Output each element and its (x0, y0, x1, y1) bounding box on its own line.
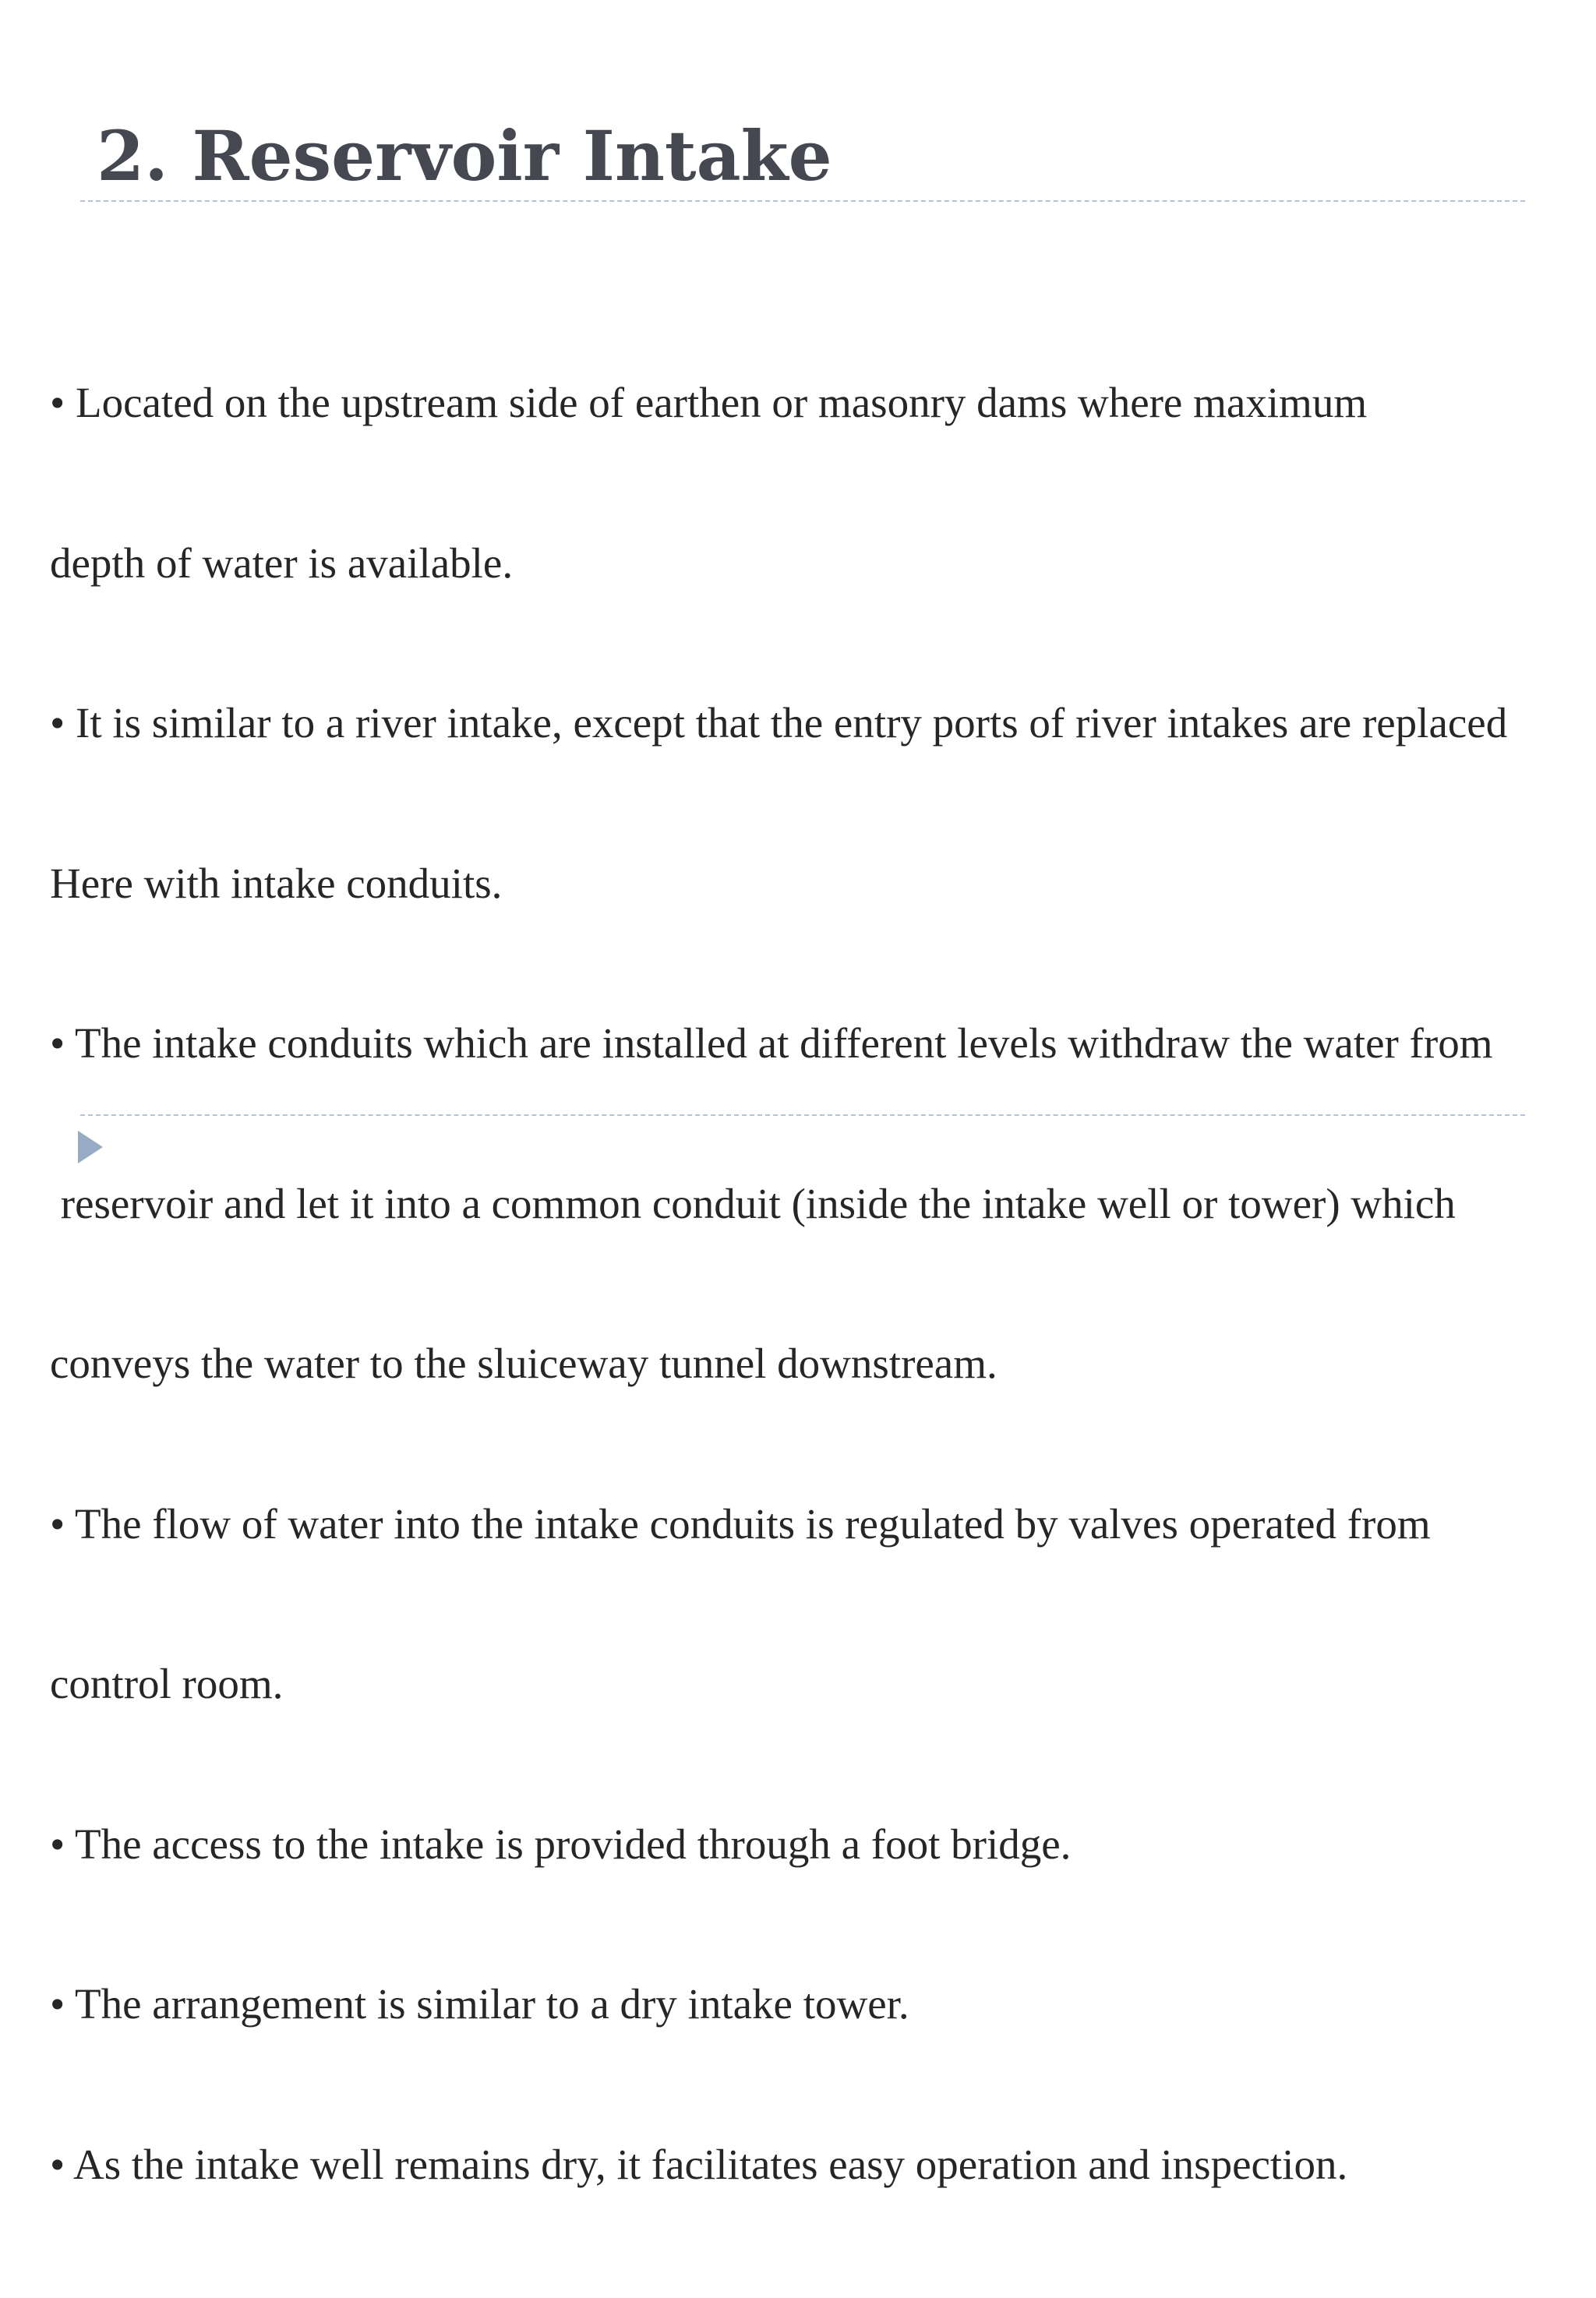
body-line: depth of water is available. (50, 538, 514, 587)
body-line: • The access to the intake is provided through a foot bridge. (50, 1820, 1072, 1868)
body-line: Here with intake conduits. (50, 859, 503, 907)
body-line: • It is similar to a river intake, except that the entry ports of river intakes are replaced (50, 699, 1508, 747)
body-line: • Located on the upstream side of earthen or masonry dams where maximum (50, 379, 1368, 426)
triangle-right-icon (78, 1131, 103, 1163)
body-line: control room. (50, 1660, 284, 1707)
footer-divider (80, 1114, 1525, 1116)
body-line: • The flow of water into the intake conduits is regulated by valves operated from (50, 1499, 1431, 1548)
body-line: • As the intake well remains dry, it facilitates easy operation and inspection. (50, 2140, 1348, 2188)
slide-body (50, 270, 1577, 2298)
title-divider (80, 200, 1525, 202)
body-line: • The arrangement is similar to a dry intake tower. (50, 1980, 909, 2028)
body-line: reservoir and let it into a common conduit (inside the intake well or tower) which (50, 1179, 1456, 1227)
slide-title: 2. Reservoir Intake (97, 115, 832, 196)
body-line: • The intake conduits which are installed at different levels withdraw the water from (50, 1019, 1493, 1067)
body-line: conveys the water to the sluiceway tunnel downstream. (50, 1340, 998, 1387)
